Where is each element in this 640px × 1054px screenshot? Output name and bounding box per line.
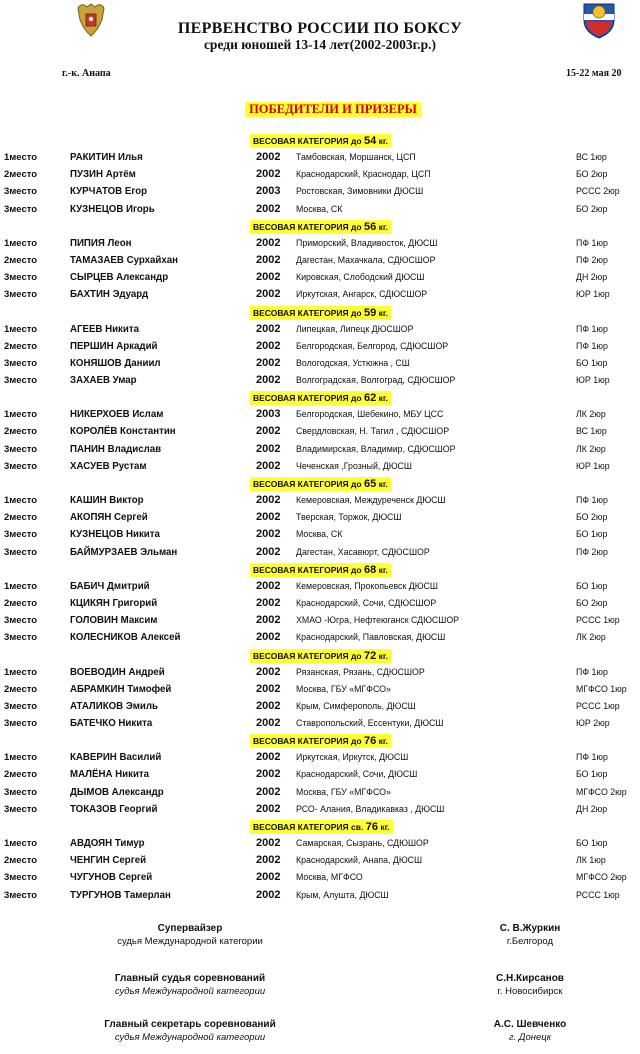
- place-cell: 1место: [4, 495, 38, 506]
- birth-year: 2002: [256, 322, 281, 335]
- athlete-name: ЧЕНГИН Сергей: [70, 855, 147, 867]
- athlete-name: ТОКАЗОВ Георгий: [70, 803, 158, 815]
- place-cell: 1место: [4, 580, 38, 592]
- birth-year: 2002: [256, 888, 281, 901]
- place-cell: 3место: [4, 460, 38, 472]
- birth-year: 2002: [256, 356, 281, 369]
- rank-cell: ПФ 1юр: [576, 323, 608, 334]
- table-row: [0, 682, 640, 699]
- athlete-name: ПУЗИН Артём: [70, 169, 136, 181]
- team-cell: Краснодарский, Сочи, СДЮСШОР: [296, 597, 437, 608]
- team-cell: Москва, СК: [296, 203, 343, 214]
- team-cell: Краснодарский, Сочи, ДЮСШ: [296, 769, 418, 780]
- table-row: [0, 202, 640, 219]
- team-cell: Краснодарский, Анапа, ДЮСШ: [296, 855, 423, 866]
- athlete-name: ВОЕВОДИН Андрей: [70, 666, 165, 678]
- athlete-name: АВДОЯН Тимур: [70, 838, 145, 849]
- team-cell: Приморский, Владивосток, ДЮСШ: [296, 237, 438, 248]
- table-row: [0, 150, 640, 167]
- rank-cell: ПФ 1юр: [576, 666, 608, 677]
- table-row: [0, 459, 640, 476]
- table-row: [0, 424, 640, 441]
- title-line-2: среди юношей 13-14 лет(2002-2003г.р.): [203, 37, 437, 52]
- table-row: [0, 870, 640, 887]
- official-role-sub: судья Международной категории: [114, 986, 266, 997]
- winners-heading: ПОБЕДИТЕЛИ И ПРИЗЕРЫ: [245, 102, 421, 117]
- weight-category: [0, 819, 640, 836]
- team-cell: Волгоградская, Волгоград, СДЮСШОР: [296, 375, 456, 386]
- table-row: [0, 545, 640, 562]
- table-row: [0, 356, 640, 373]
- category-label-text: ВЕСОВАЯ КАТЕГОРИЯ до: [253, 479, 362, 489]
- table-row: [0, 785, 640, 802]
- weight-category-label: [250, 134, 391, 148]
- athlete-name: АГЕЕВ Никита: [70, 323, 139, 335]
- athlete-name: КОРОЛЁВ Константин: [70, 426, 176, 438]
- category-unit: кг.: [378, 479, 388, 489]
- table-row: [0, 339, 640, 356]
- birth-year: 2002: [256, 614, 281, 627]
- category-weight-value: 65: [363, 478, 377, 490]
- category-unit: кг.: [378, 650, 388, 661]
- team-cell: Вологодская, Устюжна , СШ: [296, 357, 410, 368]
- weight-category: [0, 133, 640, 150]
- table-row: [0, 236, 640, 253]
- team-cell: Кемеровская, Междуреченск ДЮСШ: [296, 495, 446, 505]
- place-cell: 1место: [4, 323, 38, 335]
- team-cell: Владимирская, Владимир, СДЮСШОР: [296, 443, 456, 454]
- rank-cell: РССС 1юр: [576, 889, 620, 900]
- athlete-name: БАЙМУРЗАЕВ Эльман: [70, 546, 178, 558]
- official-role-sub: судья Международной категории: [114, 1032, 266, 1043]
- birth-year: 2002: [256, 699, 281, 712]
- category-weight-value: 56: [363, 220, 377, 233]
- rank-cell: ЮР 1юр: [576, 460, 610, 471]
- category-unit: кг.: [378, 136, 388, 146]
- athlete-name: БАХТИН Эдуард: [70, 289, 149, 301]
- athlete-name: МАЛЁНА Никита: [70, 769, 150, 781]
- weight-category: [0, 219, 640, 236]
- team-cell: Крым, Симферополь, ДЮСШ: [296, 700, 416, 711]
- birth-year: 2002: [256, 442, 281, 455]
- athlete-name: ДЫМОВ Александр: [70, 786, 164, 798]
- team-cell: Москва, МГФСО: [296, 872, 363, 883]
- team-cell: Иркутская, Иркутск, ДЮСШ: [296, 752, 409, 763]
- category-unit: кг.: [378, 564, 388, 575]
- place-cell: 3место: [4, 443, 38, 455]
- dates-text: 15-22 мая 20: [566, 68, 622, 79]
- place-cell: 1место: [4, 409, 38, 421]
- birth-year: 2002: [256, 768, 281, 781]
- birth-year: 2003: [256, 408, 281, 421]
- table-row: [0, 442, 640, 459]
- category-label-text: ВЕСОВАЯ КАТЕГОРИЯ до: [253, 307, 362, 318]
- official-city: г.Белгород: [506, 936, 554, 947]
- place-cell: 2место: [4, 254, 38, 266]
- weight-category: [0, 733, 640, 750]
- athlete-name: ПЕРШИН Аркадий: [70, 340, 158, 352]
- place-cell: 1место: [4, 237, 38, 249]
- table-row: [0, 750, 640, 767]
- athlete-name: РАКИТИН Илья: [70, 152, 143, 163]
- birth-year: 2002: [256, 528, 281, 541]
- athlete-name: ХАСУЕВ Рустам: [70, 460, 147, 472]
- athlete-name: КАВЕРИН Василий: [70, 752, 162, 764]
- official-name: С. В.Журкин: [499, 923, 561, 934]
- rank-cell: ДН 2юр: [576, 803, 608, 814]
- place-cell: 1место: [4, 152, 38, 163]
- birth-year: 2002: [256, 253, 281, 266]
- birth-year: 2002: [256, 236, 281, 249]
- official-role: Главный судья соревнований: [114, 973, 266, 984]
- table-row: [0, 853, 640, 870]
- table-row: [0, 322, 640, 339]
- rank-cell: ПФ 1юр: [576, 340, 608, 351]
- rank-cell: ЮР 2юр: [576, 718, 610, 729]
- official-role: Супервайзер: [157, 923, 223, 934]
- team-cell: Москва, ГБУ «МГФСО»: [296, 786, 391, 797]
- place-cell: 3место: [4, 186, 38, 198]
- place-cell: 3место: [4, 203, 38, 215]
- rank-cell: МГФСО 1юр: [576, 683, 627, 694]
- table-row: [0, 527, 640, 544]
- table-row: [0, 407, 640, 424]
- team-cell: Кемеровская, Прокопьевск ДЮСШ: [296, 580, 438, 591]
- birth-year: 2002: [256, 425, 281, 438]
- birth-year: 2002: [256, 511, 281, 524]
- category-label-text: ВЕСОВАЯ КАТЕГОРИЯ до: [253, 564, 362, 575]
- weight-category-label: [250, 477, 391, 491]
- place-cell: 3место: [4, 718, 38, 730]
- rank-cell: РССС 1юр: [576, 615, 620, 626]
- athlete-name: ЧУГУНОВ Сергей: [70, 872, 153, 884]
- table-row: [0, 493, 640, 510]
- place-cell: 2место: [4, 512, 38, 524]
- athlete-name: СЫРЦЕВ Александр: [70, 272, 169, 284]
- table-row: [0, 767, 640, 784]
- birth-year: 2002: [256, 545, 281, 558]
- team-cell: Москва, СК: [296, 529, 343, 540]
- athlete-name: ПИПИЯ Леон: [70, 237, 132, 249]
- birth-year: 2002: [256, 288, 281, 301]
- athlete-name: ТАМАЗАЕВ Сурхайхан: [70, 254, 178, 266]
- birth-year: 2002: [256, 339, 281, 352]
- rank-cell: РССС 2юр: [576, 186, 620, 197]
- official-city: г. Донецк: [508, 1032, 552, 1043]
- rank-cell: ДН 2юр: [576, 272, 608, 283]
- weight-category: [0, 390, 640, 407]
- birth-year: 2002: [256, 579, 281, 592]
- team-cell: РСО- Алания, Владикавказ , ДЮСШ: [296, 803, 445, 814]
- place-cell: 1место: [4, 752, 38, 764]
- place-cell: 2место: [4, 683, 38, 695]
- team-cell: Краснодарский, Павловская, ДЮСШ: [296, 632, 446, 643]
- weight-category: [0, 562, 640, 579]
- rank-cell: МГФСО 2юр: [576, 786, 627, 797]
- official-city: г. Новосибирск: [497, 986, 563, 997]
- birth-year: 2002: [256, 802, 281, 815]
- birth-year: 2002: [256, 151, 281, 163]
- birth-year: 2002: [256, 682, 281, 695]
- category-weight-value: 72: [363, 649, 377, 662]
- place-cell: 3место: [4, 786, 38, 798]
- team-cell: Липецкая, Липецк ДЮСШОР: [296, 323, 414, 334]
- table-row: [0, 373, 640, 390]
- rank-cell: ВС 1юр: [576, 426, 607, 437]
- weight-category-label: [250, 220, 391, 234]
- athlete-name: ТУРГУНОВ Тамерлан: [70, 889, 171, 901]
- rank-cell: РССС 1юр: [576, 700, 620, 711]
- weight-category-label: [250, 391, 391, 405]
- weight-category-label: [250, 820, 393, 834]
- athlete-name: ПАНИН Владислав: [70, 443, 162, 455]
- team-cell: Ставропольский, Ессентуки, ДЮСШ: [296, 718, 444, 729]
- table-row: [0, 579, 640, 596]
- category-unit: кг.: [378, 221, 388, 232]
- place-cell: 1место: [4, 666, 38, 678]
- athlete-name: ГОЛОВИН Максим: [70, 615, 158, 627]
- rank-cell: ПФ 1юр: [576, 237, 608, 248]
- category-weight-value: 76: [363, 735, 377, 748]
- table-row: [0, 596, 640, 613]
- rank-cell: ПФ 1юр: [576, 752, 608, 763]
- rank-cell: БО 1юр: [576, 769, 608, 780]
- team-cell: Ростовская, Зимовники ДЮСШ: [296, 186, 424, 197]
- table-row: [0, 888, 640, 905]
- birth-year: 2002: [256, 168, 281, 181]
- place-cell: 3место: [4, 700, 38, 712]
- category-label-text: ВЕСОВАЯ КАТЕГОРИЯ до: [253, 393, 362, 404]
- rank-cell: БО 2юр: [576, 512, 608, 523]
- rank-cell: ПФ 2юр: [576, 254, 608, 265]
- rank-cell: ЛК 2юр: [576, 632, 606, 643]
- team-cell: Москва, ГБУ «МГФСО»: [296, 683, 391, 694]
- birth-year: 2002: [256, 596, 281, 609]
- place-cell: 3место: [4, 803, 38, 815]
- table-row: [0, 253, 640, 270]
- official-role-sub: судья Международной категории: [117, 936, 263, 947]
- birth-year: 2002: [256, 871, 281, 884]
- rank-cell: ПФ 1юр: [576, 495, 608, 505]
- category-weight-value: 54: [363, 135, 377, 147]
- category-label-text: ВЕСОВАЯ КАТЕГОРИЯ до: [253, 736, 362, 747]
- table-row: [0, 613, 640, 630]
- official-name: С.Н.Кирсанов: [496, 973, 564, 984]
- results-table: [0, 133, 640, 905]
- table-row: [0, 184, 640, 201]
- table-row: [0, 836, 640, 853]
- table-row: [0, 287, 640, 304]
- athlete-name: КУЗНЕЦОВ Игорь: [70, 203, 155, 215]
- table-row: [0, 270, 640, 287]
- table-row: [0, 510, 640, 527]
- weight-category: [0, 476, 640, 493]
- table-row: [0, 716, 640, 733]
- birth-year: 2002: [256, 374, 281, 387]
- team-cell: Дагестан, Махачкала, СДЮСШОР: [296, 254, 436, 265]
- weight-category-label: [250, 306, 391, 320]
- rank-cell: ВС 1юр: [576, 152, 607, 162]
- team-cell: Краснодарский, Краснодар, ЦСП: [296, 169, 431, 180]
- birth-year: 2002: [256, 751, 281, 764]
- place-cell: 3место: [4, 375, 38, 387]
- rank-cell: БО 2юр: [576, 203, 608, 214]
- place-cell: 2место: [4, 340, 38, 352]
- weight-category: [0, 648, 640, 665]
- weight-category-label: [250, 649, 391, 663]
- team-cell: Тверская, Торжок, ДЮСШ: [296, 512, 402, 523]
- place-cell: 3место: [4, 529, 38, 541]
- birth-year: 2002: [256, 631, 281, 644]
- team-cell: Тамбовская, Моршанск, ЦСП: [296, 152, 416, 162]
- birth-year: 2002: [256, 717, 281, 730]
- athlete-name: КОЛЕСНИКОВ Алексей: [70, 632, 181, 644]
- rank-cell: МГФСО 2юр: [576, 872, 627, 883]
- table-row: [0, 665, 640, 682]
- place-cell: 2место: [4, 597, 38, 609]
- table-row: [0, 630, 640, 647]
- place-cell: 3место: [4, 289, 38, 301]
- athlete-name: КАШИН Виктор: [70, 495, 144, 506]
- team-cell: Рязанская, Рязань, СДЮСШОР: [296, 666, 425, 677]
- category-weight-value: 76: [365, 821, 378, 833]
- place-cell: 3место: [4, 615, 38, 627]
- team-cell: Белгородская, Шебекино, МБУ ЦСС: [296, 409, 444, 420]
- athlete-name: ЗАХАЕВ Умар: [70, 375, 137, 387]
- category-unit: кг.: [378, 736, 388, 747]
- birth-year: 2002: [256, 785, 281, 798]
- rank-cell: ЛК 2юр: [576, 409, 606, 420]
- category-weight-value: 59: [363, 306, 377, 319]
- rank-cell: ПФ 2юр: [576, 546, 608, 557]
- rank-cell: ЛК 2юр: [576, 443, 606, 454]
- place-cell: 3место: [4, 632, 38, 644]
- athlete-name: АБРАМКИН Тимофей: [70, 683, 172, 695]
- athlete-name: АКОПЯН Сергей: [70, 512, 148, 524]
- weight-category: [0, 305, 640, 322]
- birth-year: 2002: [256, 459, 281, 472]
- category-label-text: ВЕСОВАЯ КАТЕГОРИЯ до: [253, 650, 362, 661]
- category-weight-value: 62: [363, 392, 377, 405]
- category-unit: кг.: [380, 822, 390, 832]
- rank-cell: БО 1юр: [576, 357, 608, 368]
- rank-cell: ЛК 1юр: [576, 855, 606, 866]
- athlete-name: КУЗНЕЦОВ Никита: [70, 529, 160, 541]
- rank-cell: БО 1юр: [576, 529, 608, 540]
- team-cell: Иркутская, Ангарск, СДЮСШОР: [296, 289, 428, 300]
- team-cell: Чеченская ,Грозный, ДЮСШ: [296, 460, 412, 471]
- weight-category-label: [250, 734, 391, 748]
- table-row: [0, 802, 640, 819]
- place-cell: 2место: [4, 855, 38, 867]
- place-cell: 3место: [4, 872, 38, 884]
- table-row: [0, 699, 640, 716]
- official-role: Главный секретарь соревнований: [104, 1019, 276, 1030]
- place-cell: 3место: [4, 546, 38, 558]
- team-cell: Дагестан, Хасавюрт, СДЮСШОР: [296, 546, 430, 557]
- birth-year: 2002: [256, 494, 281, 506]
- birth-year: 2002: [256, 271, 281, 284]
- athlete-name: БАТЕЧКО Никита: [70, 718, 153, 730]
- rank-cell: ЮР 1юр: [576, 375, 610, 386]
- birth-year: 2002: [256, 665, 281, 678]
- title-line-1: ПЕРВЕНСТВО РОССИИ ПО БОКСУ: [177, 20, 463, 37]
- birth-year: 2002: [256, 854, 281, 867]
- place-cell: 1место: [4, 838, 38, 849]
- team-cell: Самарская, Сызрань, СДЮШОР: [296, 838, 429, 848]
- category-label-text: ВЕСОВАЯ КАТЕГОРИЯ до: [253, 221, 362, 232]
- rank-cell: БО 1юр: [576, 838, 608, 848]
- athlete-name: КЦИКЯН Григорий: [70, 597, 158, 609]
- official-name: А.С. Шевченко: [493, 1019, 567, 1030]
- category-unit: кг.: [378, 393, 388, 404]
- athlete-name: КОНЯШОВ Даниил: [70, 357, 161, 369]
- team-cell: Белгородская, Белгород, СДЮСШОР: [296, 340, 449, 351]
- place-cell: 2место: [4, 769, 38, 781]
- team-cell: Кировская, Слободский ДЮСШ: [296, 272, 425, 283]
- place-cell: 3место: [4, 889, 38, 901]
- athlete-name: КУРЧАТОВ Егор: [70, 186, 148, 198]
- place-cell: 2место: [4, 169, 38, 181]
- athlete-name: НИКЕРХОЕВ Ислам: [70, 409, 164, 421]
- birth-year: 2002: [256, 837, 281, 849]
- category-unit: кг.: [378, 307, 388, 318]
- birth-year: 2002: [256, 202, 281, 215]
- category-label-text: ВЕСОВАЯ КАТЕГОРИЯ св.: [253, 822, 364, 832]
- rank-cell: БО 2юр: [576, 169, 608, 180]
- weight-category-label: [250, 563, 391, 577]
- place-cell: 3место: [4, 357, 38, 369]
- document-title: [0, 20, 640, 53]
- athlete-name: БАБИЧ Дмитрий: [70, 580, 150, 592]
- team-cell: ХМАО -Югра, Нефтеюганск СДЮСШОР: [296, 615, 460, 626]
- birth-year: 2003: [256, 185, 281, 198]
- category-weight-value: 68: [363, 563, 377, 576]
- table-row: [0, 167, 640, 184]
- category-label-text: ВЕСОВАЯ КАТЕГОРИЯ до: [253, 136, 362, 146]
- location-text: г.-к. Анапа: [62, 68, 111, 79]
- rank-cell: БО 1юр: [576, 580, 608, 591]
- team-cell: Крым, Алушта, ДЮСШ: [296, 889, 389, 900]
- team-cell: Свердловская, Н. Тагил , СДЮСШОР: [296, 426, 450, 437]
- rank-cell: ЮР 1юр: [576, 289, 610, 300]
- place-cell: 3место: [4, 272, 38, 284]
- place-cell: 2место: [4, 426, 38, 438]
- athlete-name: АТАЛИКОВ Эмиль: [70, 700, 158, 712]
- rank-cell: БО 2юр: [576, 597, 608, 608]
